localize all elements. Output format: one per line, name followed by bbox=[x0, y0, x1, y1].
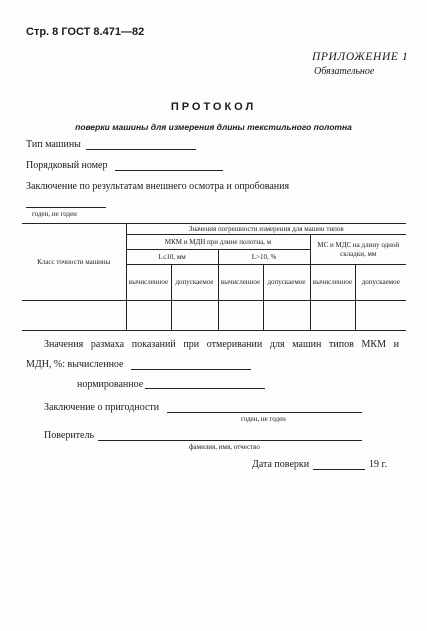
conclusion-inspection-label: Заключение по результатам внешнего осмотра и опробования bbox=[26, 181, 290, 192]
table-cell[interactable] bbox=[171, 301, 218, 331]
mkm-mdn-header: МКМ и МДН при длине полотна, м bbox=[126, 235, 310, 250]
date-year-suffix: 19 г. bbox=[369, 459, 387, 470]
calculated-value-line[interactable] bbox=[131, 369, 251, 370]
table-cell[interactable] bbox=[263, 301, 310, 331]
table-cell[interactable] bbox=[22, 301, 126, 331]
spread-line-2: МДН, %: вычисленное bbox=[26, 359, 124, 370]
table-cell[interactable] bbox=[310, 301, 355, 331]
table-cell[interactable] bbox=[126, 301, 171, 331]
calc-header: вычисленное bbox=[310, 265, 355, 301]
date-label: Дата поверки bbox=[252, 459, 310, 470]
verifier-line[interactable] bbox=[98, 440, 362, 441]
machine-type-line[interactable] bbox=[86, 149, 196, 150]
suitability-label: Заключение о пригодности bbox=[44, 402, 160, 413]
allowed-header: допускаемое bbox=[263, 265, 310, 301]
l-gt-10-header: L>10, % bbox=[218, 250, 310, 265]
appendix-title: ПРИЛОЖЕНИЕ 1 bbox=[312, 51, 409, 63]
table-cell[interactable] bbox=[355, 301, 406, 331]
suitability-line[interactable] bbox=[167, 412, 362, 413]
spread-line-1: Значения размаха показаний при отмеривании для машин типов МКМ и bbox=[44, 339, 399, 350]
protocol-subtitle: поверки машины для измерения длины текстильного полотна bbox=[75, 122, 352, 132]
allowed-header: допускаемое bbox=[355, 265, 406, 301]
calc-header: вычисленное bbox=[218, 265, 263, 301]
serial-number-label: Порядковый номер bbox=[26, 160, 108, 171]
allowed-header: допускаемое bbox=[171, 265, 218, 301]
calc-header: вычисленное bbox=[126, 265, 171, 301]
suitability-caption: годен, не годен bbox=[241, 415, 286, 423]
date-line[interactable] bbox=[313, 469, 365, 470]
serial-number-line[interactable] bbox=[115, 170, 223, 171]
table-cell[interactable] bbox=[218, 301, 263, 331]
page-header: Стр. 8 ГОСТ 8.471—82 bbox=[26, 26, 145, 38]
machine-type-label: Тип машины bbox=[26, 139, 81, 150]
group-header: Значения погрешности измерения для машин типов bbox=[126, 224, 406, 235]
protocol-title: ПРОТОКОЛ bbox=[170, 101, 257, 113]
l-le-10-header: L≤10, мм bbox=[126, 250, 218, 265]
accuracy-class-header: Класс точности машины bbox=[22, 224, 126, 301]
fit-unfit-caption: годен, не годен bbox=[32, 210, 77, 218]
mc-mdc-header: МС и МДС на длину одной складки, мм bbox=[310, 235, 406, 265]
normalized-label: нормированное bbox=[77, 379, 144, 390]
appendix-subtitle: Обязательное bbox=[314, 66, 375, 77]
verifier-caption: фамилия, имя, отчество bbox=[189, 443, 260, 451]
conclusion-inspection-line[interactable] bbox=[26, 207, 106, 208]
normalized-value-line[interactable] bbox=[145, 388, 265, 389]
error-values-table bbox=[22, 223, 406, 331]
verifier-label: Поверитель bbox=[44, 430, 95, 441]
